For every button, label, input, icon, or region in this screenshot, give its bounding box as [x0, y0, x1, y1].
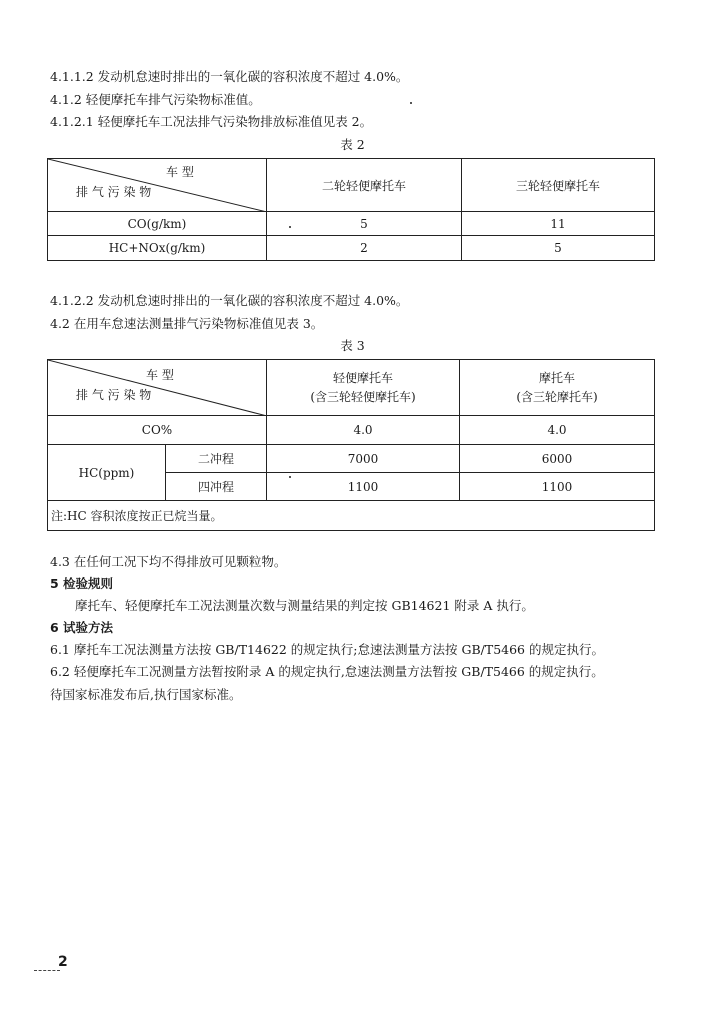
table2-col-two-wheel: 二轮轻便摩托车 — [267, 159, 462, 212]
section-6-heading: 6 试验方法 — [50, 620, 114, 635]
scan-speck — [410, 102, 412, 104]
section-5-heading: 5 检验规则 — [50, 576, 114, 591]
table3-note: 注:HC 容积浓度按正已烷当量。 — [48, 501, 655, 531]
table3-cell: 1100 — [460, 473, 655, 501]
table3-col-light-motorcycle — [267, 360, 460, 416]
table2-cell: 2 — [267, 236, 462, 261]
table-row — [48, 501, 655, 531]
table3-four-stroke-label: 四冲程 — [166, 473, 267, 501]
table3-hc-label: HC(ppm) — [48, 445, 166, 501]
table3-caption: 表 3 — [340, 338, 365, 353]
table-row — [48, 416, 655, 445]
table2-header-pollutant: 排 气 污 染 物 — [76, 185, 152, 199]
table3-header-pollutant: 排 气 污 染 物 — [76, 388, 152, 402]
table3-col1-line2: (含三轮轻便摩托车) — [310, 389, 416, 404]
table-row — [48, 212, 655, 236]
table2-row-label: HC+NOx(g/km) — [48, 236, 267, 261]
table2-cell: 5 — [462, 236, 655, 261]
table2-row-label: CO(g/km) — [48, 212, 267, 236]
clause-4-1-2: 4.1.2 轻便摩托车排气污染物标准值。 — [50, 92, 261, 107]
table3-header-vehicle-type: 车 型 — [146, 368, 174, 382]
clause-4-1-2-2: 4.1.2.2 发动机怠速时排出的一氧化碳的容积浓度不超过 4.0%。 — [50, 293, 409, 308]
section-5-body: 摩托车、轻便摩托车工况法测量次数与测量结果的判定按 GB14621 附录 A 执行。 — [75, 598, 534, 613]
table3-col1-line1: 轻便摩托车 — [332, 370, 393, 385]
clause-4-1-2-1: 4.1.2.1 轻便摩托车工况法排气污染物排放标准值见表 2。 — [50, 114, 373, 129]
table3-cell: 4.0 — [460, 416, 655, 445]
table-row — [48, 445, 655, 473]
table3-cell: 7000 — [267, 445, 460, 473]
clause-6-2-continued: 待国家标准发布后,执行国家标准。 — [50, 687, 242, 702]
table3 — [47, 359, 655, 531]
scan-speck — [289, 226, 291, 228]
table2-cell: 11 — [462, 212, 655, 236]
scan-speck — [289, 476, 291, 478]
clause-4-1-1-2: 4.1.1.2 发动机怠速时排出的一氧化碳的容积浓度不超过 4.0%。 — [50, 69, 409, 84]
table2-header-vehicle-type: 车 型 — [166, 165, 194, 179]
page-number-rule — [34, 970, 60, 971]
table2-caption: 表 2 — [340, 137, 365, 152]
table-row — [48, 236, 655, 261]
clause-4-2: 4.2 在用车怠速法测量排气污染物标准值见表 3。 — [50, 316, 324, 331]
clause-4-3: 4.3 在任何工况下均不得排放可见颗粒物。 — [50, 554, 287, 569]
table3-cell: 6000 — [460, 445, 655, 473]
table3-col-motorcycle — [460, 360, 655, 416]
clause-6-2: 6.2 轻便摩托车工况测量方法暂按附录 A 的规定执行,怠速法测量方法暂按 GB/T5466 的规定执行。 — [50, 664, 604, 679]
table2-header-diagonal — [48, 159, 267, 212]
page-number: 2 — [58, 954, 68, 970]
table3-co-label: CO% — [48, 416, 267, 445]
table2-col-three-wheel: 三轮轻便摩托车 — [462, 159, 655, 212]
clause-6-1: 6.1 摩托车工况法测量方法按 GB/T14622 的规定执行;怠速法测量方法按 GB/T5466 的规定执行。 — [50, 642, 604, 657]
table2 — [47, 158, 655, 261]
table3-cell: 1100 — [267, 473, 460, 501]
table3-col2-line1: 摩托车 — [538, 370, 575, 385]
table3-col2-line2: (含三轮摩托车) — [516, 389, 598, 404]
table3-two-stroke-label: 二冲程 — [166, 445, 267, 473]
table3-header-diagonal — [48, 360, 267, 416]
table3-cell: 4.0 — [267, 416, 460, 445]
table2-cell: 5 — [267, 212, 462, 236]
